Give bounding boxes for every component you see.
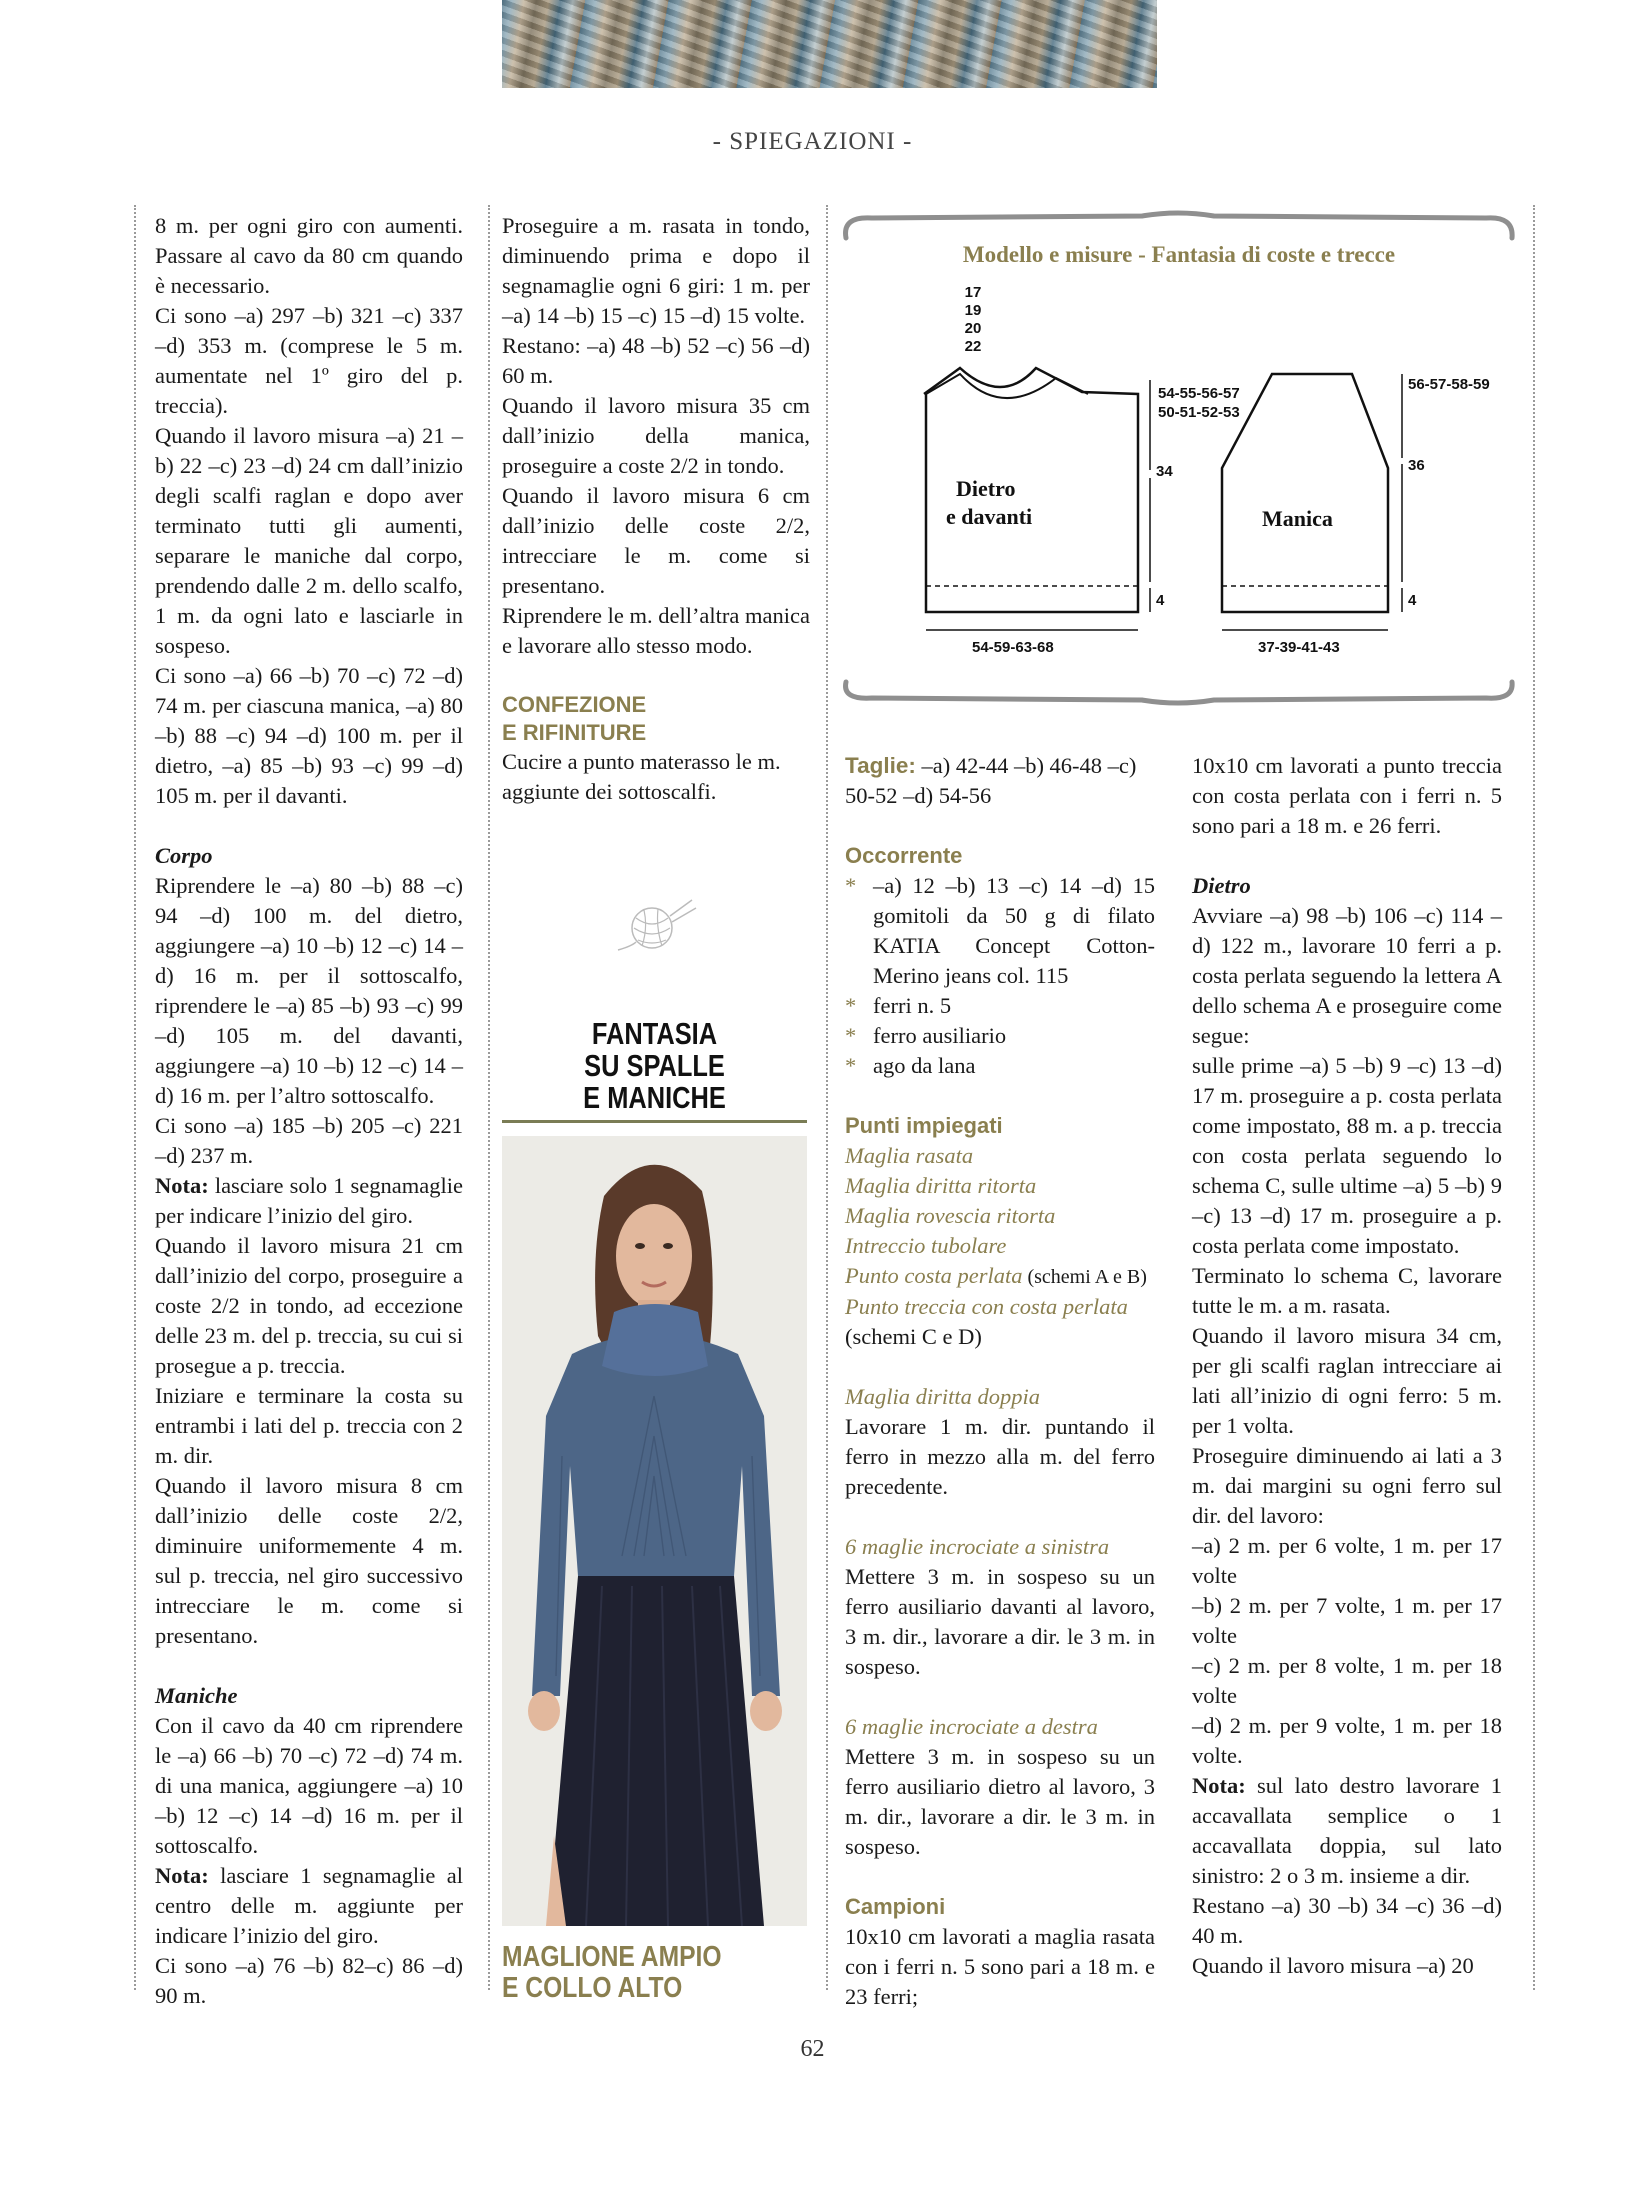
note-text: lasciare solo 1 segnamaglie per indicare l’inizio del giro.	[155, 1173, 463, 1228]
section-title-punti: Punti impiegati	[845, 1113, 1003, 1138]
note-paragraph	[155, 1861, 463, 1951]
column-4	[1192, 751, 1502, 1981]
note-text: sul lato destro lavorare 1 accavallata semplice o 1 accavallata doppia, sul lato sinistro: 2 o 3 m. insieme a dir.	[1192, 1773, 1502, 1888]
paragraph: –a) 2 m. per 6 volte, 1 m. per 17 volte	[1192, 1533, 1502, 1588]
list-item: * ferri n. 5	[845, 993, 952, 1018]
photo-caption: MAGLIONE AMPIO E COLLO ALTO	[502, 1941, 722, 2004]
stitch-name: Maglia diritta ritorta	[845, 1173, 1037, 1198]
stitch-title: 6 maglie incrociate a destra	[845, 1714, 1098, 1739]
page-number: 62	[800, 2036, 825, 2062]
stitch-note: (schemi C e D)	[845, 1324, 982, 1349]
paragraph: Riprendere le m. dell’altra manica e lavorare allo stesso modo.	[502, 603, 810, 658]
list-item: * ago da lana	[845, 1053, 976, 1078]
body-raglan-label: 54-55-56-57	[1158, 385, 1240, 402]
neck-size-label: 19	[964, 302, 982, 319]
sizes-label: Taglie:	[845, 753, 916, 778]
paragraph: Proseguire a m. rasata in tondo, diminuendo prima e dopo il segnamaglie ogni 6 giri: 1 m. per –a) 14 –b) 15 –c) 15 –d) 15 volte.	[502, 213, 810, 328]
stitch-name: Intreccio tubolare	[845, 1233, 1007, 1258]
paragraph: Quando il lavoro misura –a) 20	[1192, 1953, 1474, 1978]
yarn-ball-icon	[608, 896, 698, 956]
paragraph: Quando il lavoro misura 34 cm, per gli scalfi raglan intrecciare ai lati all’inizio di ogni ferro: 5 m. per 1 volta.	[1192, 1323, 1502, 1438]
subsection-title-corpo: Corpo	[155, 843, 213, 868]
stitch-name: Punto treccia con costa perlata	[845, 1294, 1128, 1319]
sleeve-label: Manica	[1262, 506, 1333, 531]
sleeve-raglan-label: 56-57-58-59	[1408, 376, 1490, 393]
note-text: lasciare 1 segnamaglie al centro delle m. aggiunte per indicare l’inizio del giro.	[155, 1863, 463, 1948]
paragraph: Iniziare e terminare la costa su entrambi i lati del p. treccia con 2 m. dir.	[155, 1383, 463, 1468]
section-title-campioni: Campioni	[845, 1894, 946, 1919]
note-paragraph	[1192, 1771, 1502, 1891]
paragraph: 10x10 cm lavorati a maglia rasata con i ferri n. 5 sono pari a 18 m. e 23 ferri;	[845, 1924, 1155, 2009]
stitch-title: Maglia diritta doppia	[845, 1384, 1041, 1409]
paragraph: 8 m. per ogni giro con aumenti. Passare al cavo da 80 cm quando è necessario.	[155, 213, 463, 298]
column-separator	[134, 205, 136, 1990]
paragraph: Restano –a) 30 –b) 34 –c) 36 –d) 40 m.	[1192, 1893, 1502, 1948]
subsection-title-dietro: Dietro	[1192, 873, 1251, 898]
neck-size-label: 20	[964, 320, 982, 337]
paragraph: –b) 2 m. per 7 volte, 1 m. per 17 volte	[1192, 1593, 1502, 1648]
stitch-name: Maglia rovescia ritorta	[845, 1203, 1056, 1228]
paragraph: Mettere 3 m. in sospeso su un ferro ausiliario dietro al lavoro, 3 m. dir., lavorare a dir. le 3 m. in sospeso.	[845, 1744, 1155, 1859]
sleeve-height-label: 36	[1408, 457, 1425, 474]
body-width-label: 54-59-63-68	[972, 639, 1054, 656]
column-separator	[1533, 205, 1535, 1990]
paragraph: Restano: –a) 48 –b) 52 –c) 56 –d) 60 m.	[502, 333, 810, 388]
note-label: Nota:	[155, 1863, 209, 1888]
neck-size-label: 17	[964, 284, 982, 301]
paragraph: –d) 2 m. per 9 volte, 1 m. per 18 volte.	[1192, 1713, 1502, 1768]
yarn-swatch-banner	[502, 0, 1157, 88]
paragraph: Lavorare 1 m. dir. puntando il ferro in mezzo alla m. del ferro precedente.	[845, 1414, 1155, 1499]
column-separator	[488, 205, 490, 1990]
stitch-title: 6 maglie incrociate a sinistra	[845, 1534, 1110, 1559]
feature-title-rule	[502, 1120, 807, 1123]
section-title-occorrente: Occorrente	[845, 843, 963, 868]
paragraph: Ci sono –a) 66 –b) 70 –c) 72 –d) 74 m. per ciascuna manica, –a) 80 –b) 88 –c) 94 –d) 100 m. per il dietro, –a) 85 –b) 93 –c) 99 –d) 105 m. per il davanti.	[155, 663, 463, 808]
paragraph: 10x10 cm lavorati a punto treccia con costa perlata con i ferri n. 5 sono pari a 18 m. e 26 ferri.	[1192, 753, 1502, 838]
paragraph: Quando il lavoro misura 6 cm dall’inizio delle coste 2/2, intrecciare le m. come si presentano.	[502, 483, 810, 598]
body-raglan-label: 50-51-52-53	[1158, 404, 1240, 421]
subsection-title-maniche: Maniche	[155, 1683, 238, 1708]
list-item: * ferro ausiliario	[845, 1023, 1007, 1048]
paragraph: Quando il lavoro misura 21 cm dall’inizio del corpo, proseguire a coste 2/2 in tondo, ad eccezione delle 23 m. del p. treccia, su cui si prosegue a p. treccia.	[155, 1233, 463, 1378]
paragraph: Quando il lavoro misura –a) 21 –b) 22 –c) 23 –d) 24 cm dall’inizio degli scalfi raglan e dopo aver terminato tutti gli aumenti, separare le maniche dal corpo, prendendo dalle 2 m. dello scalfo, 1 m. da ogni lato e lasciarle in sospeso.	[155, 423, 463, 658]
model-photo	[502, 1136, 807, 1926]
body-label: Dietro	[956, 476, 1016, 501]
section-title-confezione: CONFEZIONE E RIFINITURE	[502, 692, 647, 745]
sizes-text: –a) 42-44 –b) 46-48 –c) 50-52 –d) 54-56	[845, 753, 1137, 808]
column-2	[502, 211, 810, 807]
paragraph: Mettere 3 m. in sospeso su un ferro ausiliario davanti al lavoro, 3 m. dir., lavorare a dir. le 3 m. in sospeso.	[845, 1564, 1155, 1679]
paragraph: sulle prime –a) 5 –b) 9 –c) 13 –d) 17 m. proseguire a p. costa perlata come impostato, 88 m. a p. treccia con costa perlata seguendo lo schema C, sulle ultime –a) 5 –b) 9 –c) 13 –d) 17 m. proseguire a p. costa perlata come impostato.	[1192, 1053, 1502, 1258]
body-height-label: 34	[1156, 463, 1173, 480]
sleeve-schematic	[1222, 374, 1388, 612]
sizes-paragraph	[845, 751, 1155, 811]
diagram-title: Modello e misure - Fantasia di coste e trecce	[962, 242, 1396, 267]
note-paragraph	[155, 1171, 463, 1231]
note-label: Nota:	[155, 1173, 209, 1198]
feature-title: FANTASIA SU SPALLE E MANICHE	[583, 1016, 726, 1115]
paragraph: Proseguire diminuendo ai lati a 3 m. dai margini su ogni ferro sul dir. del lavoro:	[1192, 1443, 1502, 1528]
paragraph: Con il cavo da 40 cm riprendere le –a) 66 –b) 70 –c) 72 –d) 74 m. di una manica, aggiungere –a) 10 –b) 12 –c) 14 –d) 16 m. per il sottoscalfo.	[155, 1713, 463, 1858]
paragraph: Quando il lavoro misura 35 cm dall’inizio della manica, proseguire a coste 2/2 in tondo.	[502, 393, 810, 478]
list-item: * –a) 12 –b) 13 –c) 14 –d) 15 gomitoli da 50 g di filato KATIA Concept Cotton-Merino jeans col. 115	[845, 873, 1155, 988]
paragraph: Ci sono –a) 76 –b) 82–c) 86 –d) 90 m.	[155, 1953, 463, 2008]
measurements-diagram	[842, 208, 1516, 708]
paragraph: Quando il lavoro misura 8 cm dall’inizio delle coste 2/2, diminuire uniformemente 4 m. sul p. treccia, nel giro successivo intrecciare le m. come si presentano.	[155, 1473, 463, 1648]
column-3	[845, 751, 1155, 2012]
neck-size-label: 22	[964, 338, 982, 355]
paragraph: Riprendere le –a) 80 –b) 88 –c) 94 –d) 100 m. del dietro, aggiungere –a) 10 –b) 12 –c) 14 –d) 16 m. per il sottoscalfo, riprendere le –a) 85 –b) 93 –c) 99 –d) 105 m. del davanti, aggiungere –a) 10 –b) 12 –c) 14 –d) 16 m. per l’altro sottoscalfo.	[155, 873, 463, 1108]
paragraph: Ci sono –a) 297 –b) 321 –c) 337 –d) 353 m. (comprese le 5 m. aumentate nel 1º giro del p. treccia).	[155, 303, 463, 418]
note-label: Nota:	[1192, 1773, 1246, 1798]
paragraph: Terminato lo schema C, lavorare tutte le m. a m. rasata.	[1192, 1263, 1502, 1318]
sleeve-rib-label: 4	[1408, 592, 1417, 609]
paragraph: Cucire a punto materasso le m. aggiunte dei sottoscalfi.	[502, 749, 781, 804]
body-label: e davanti	[946, 504, 1033, 529]
stitch-name: Punto costa perlata (schemi A e B)	[845, 1263, 1147, 1288]
paragraph: Ci sono –a) 185 –b) 205 –c) 221 –d) 237 m.	[155, 1113, 463, 1168]
paragraph: –c) 2 m. per 8 volte, 1 m. per 18 volte	[1192, 1653, 1502, 1708]
sleeve-width-label: 37-39-41-43	[1258, 639, 1340, 656]
paragraph: Avviare –a) 98 –b) 106 –c) 114 –d) 122 m., lavorare 10 ferri a p. costa perlata seguendo la lettera A dello schema A e proseguire come segue:	[1192, 903, 1502, 1048]
stitch-name: Maglia rasata	[845, 1143, 974, 1168]
section-title: - SPIEGAZIONI -	[712, 128, 913, 155]
body-rib-label: 4	[1156, 592, 1165, 609]
column-separator	[826, 205, 828, 1990]
column-1	[155, 211, 463, 2011]
